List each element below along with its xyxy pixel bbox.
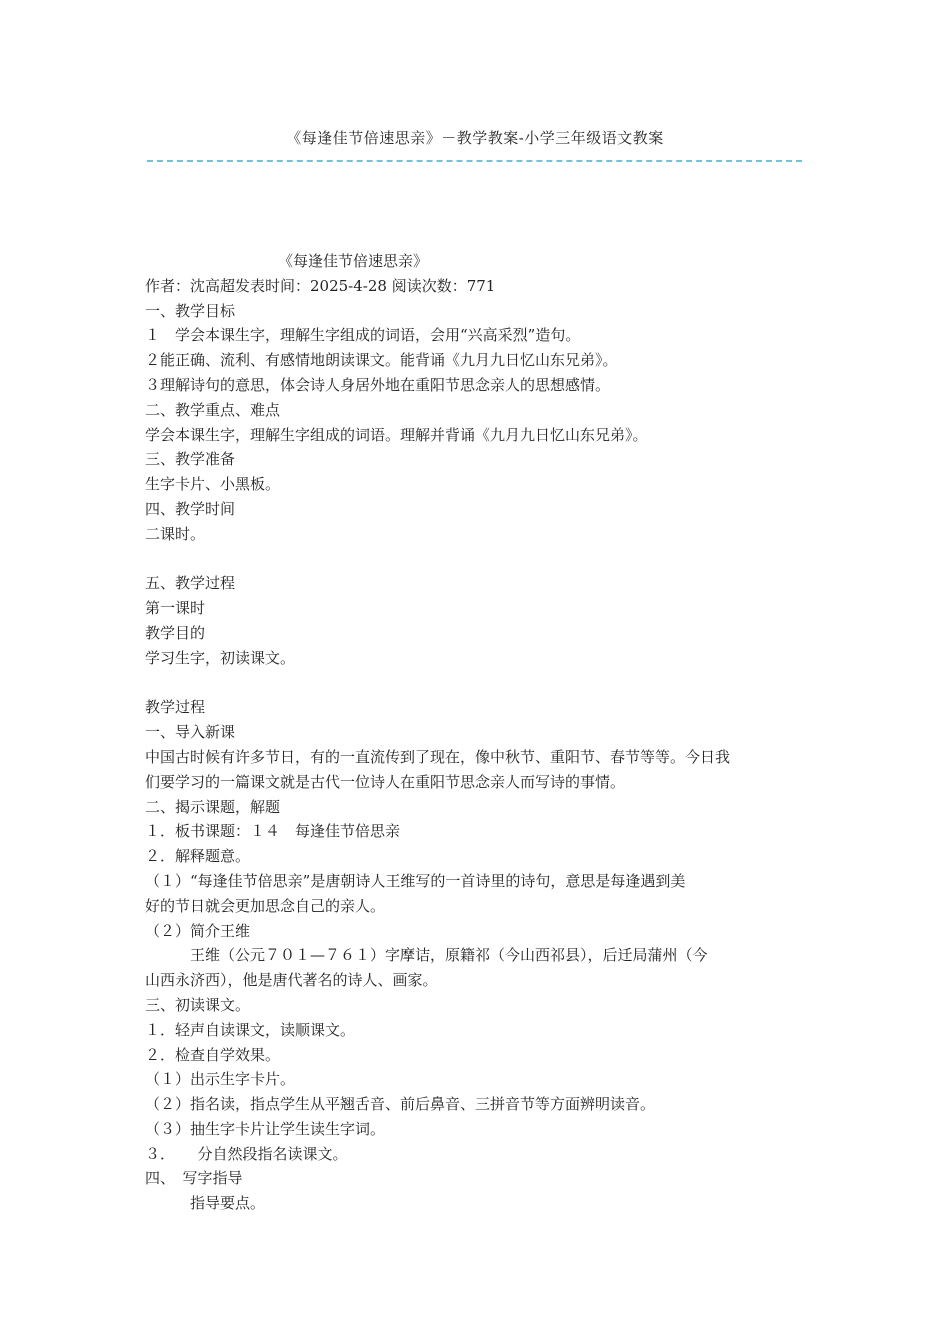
- text-line: 四、教学时间: [145, 499, 236, 518]
- document-title: 《每逢佳节倍速思亲》: [278, 252, 429, 270]
- text-line: ２．检查自学效果。: [145, 1045, 281, 1064]
- text-line: 生字卡片、小黑板。: [145, 475, 281, 494]
- text-line: 四、 写字指导: [145, 1169, 243, 1188]
- text-line: 学会本课生字，理解生字组成的词语。理解并背诵《九月九日忆山东兄弟》。: [145, 425, 648, 444]
- text-line: （１）“每逢佳节倍思亲”是唐朝诗人王维写的一首诗里的诗句，意思是每逢遇到美: [145, 871, 686, 890]
- text-line: 王维（公元７０１—７６１）字摩诘，原籍祁（今山西祁县），后迁局蒲州（今: [145, 946, 708, 965]
- text-line: 二课时。: [145, 524, 206, 543]
- text-line: ２．解释题意。: [145, 847, 251, 866]
- text-line: １ 学会本课生字，理解生字组成的词语，会用“兴高采烈”造句。: [145, 326, 581, 345]
- header-divider: [147, 160, 802, 162]
- text-line: 三、初读课文。: [145, 995, 251, 1014]
- text-line: 一、教学目标: [145, 301, 236, 320]
- document-lines: [145, 299, 810, 1216]
- text-line: 们要学习的一篇课文就是古代一位诗人在重阳节思念亲人而写诗的事情。: [145, 772, 626, 791]
- text-line: 学习生字，初读课文。: [145, 648, 296, 667]
- text-line: ２能正确、流利、有感情地朗读课文。能背诵《九月九日忆山东兄弟》。: [145, 351, 618, 370]
- text-line: 五、教学过程: [145, 574, 236, 593]
- text-line: 山西永济西），他是唐代著名的诗人、画家。: [145, 971, 438, 990]
- blank-line: [145, 671, 810, 696]
- text-line: 二、教学重点、难点: [145, 400, 281, 419]
- text-line: 好的节日就会更加思念自己的亲人。: [145, 896, 386, 915]
- text-line: 一、导入新课: [145, 723, 236, 742]
- text-line: 指导要点。: [145, 1194, 266, 1213]
- text-line: （２）指名读，指点学生从平翘舌音、前后鼻音、三拼音节等方面辨明读音。: [145, 1095, 656, 1114]
- page-header-title: 《每逢佳节倍速思亲》－教学教案-小学三年级语文教案: [286, 129, 664, 147]
- blank-line: [145, 547, 810, 572]
- text-line: 中国古时候有许多节日，有的一直流传到了现在，像中秋节、重阳节、春节等等。今日我: [145, 747, 731, 766]
- text-line: １．板书课题：１４ 每逢佳节倍思亲: [145, 822, 401, 841]
- document-body: [145, 249, 810, 1216]
- text-line: 教学目的: [145, 623, 206, 642]
- text-line: ３理解诗句的意思，体会诗人身居外地在重阳节思念亲人的思想感情。: [145, 375, 611, 394]
- text-line: ３． 分自然段指名读课文。: [145, 1144, 348, 1163]
- text-line: 三、教学准备: [145, 450, 236, 469]
- text-line: 第一课时: [145, 599, 206, 618]
- text-line: （１）出示生字卡片。: [145, 1070, 296, 1089]
- text-line: 二、揭示课题，解题: [145, 797, 281, 816]
- text-line: 教学过程: [145, 698, 206, 717]
- author-meta: 作者：沈高超发表时间：2025-4-28 阅读次数：771: [145, 276, 496, 295]
- text-line: （２）简介王维: [145, 921, 251, 940]
- text-line: １．轻声自读课文，读顺课文。: [145, 1020, 356, 1039]
- text-line: （３）抽生字卡片让学生读生字词。: [145, 1119, 386, 1138]
